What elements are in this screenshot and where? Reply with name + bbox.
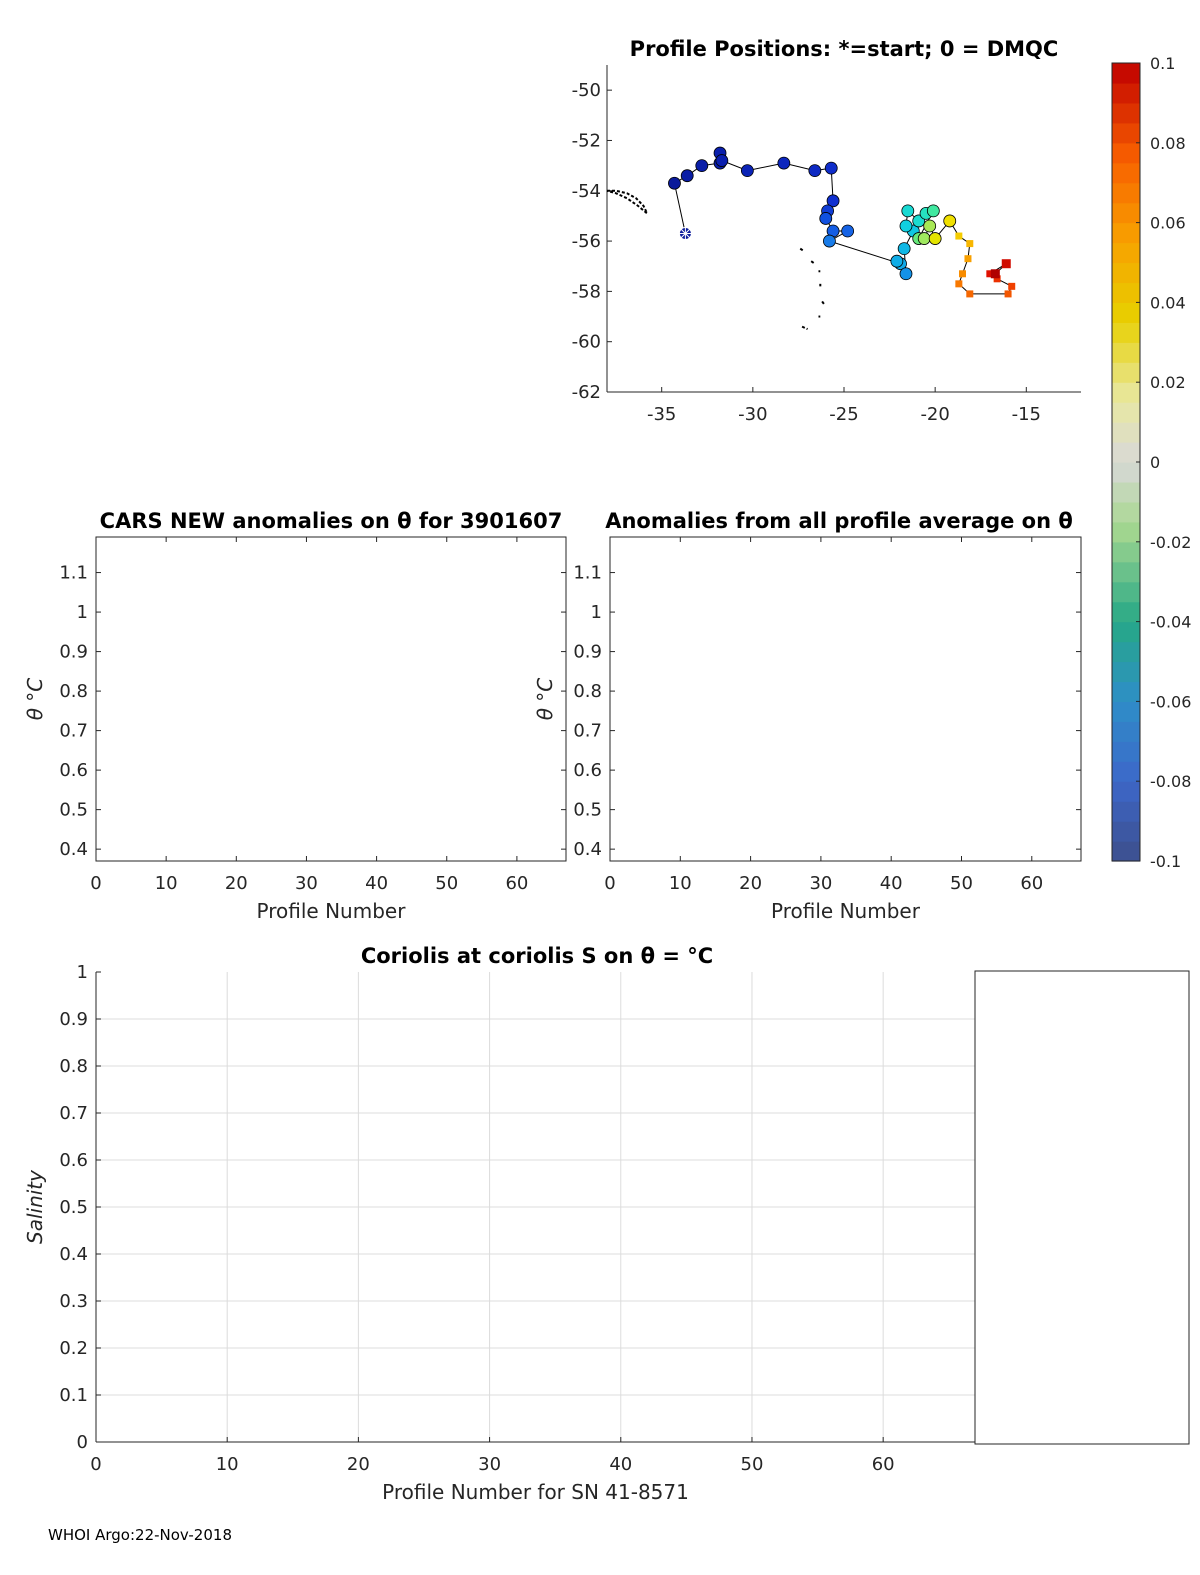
profile-position-marker xyxy=(825,162,837,174)
positions-x-tick-label: -15 xyxy=(1011,404,1042,425)
profile-position-marker xyxy=(823,235,835,247)
colorbar-band xyxy=(1112,342,1140,363)
colorbar-band xyxy=(1112,582,1140,603)
cars-anomalies-y-tick-label: 0.7 xyxy=(59,720,88,742)
colorbar-tick-label: 0.04 xyxy=(1150,293,1186,313)
profile-average-anomalies-y-tick-label: 1.1 xyxy=(573,562,602,584)
cars-anomalies-y-tick-label: 0.6 xyxy=(59,760,88,782)
profile-position-marker xyxy=(716,155,728,167)
colorbar-band xyxy=(1112,282,1140,303)
colorbar-band xyxy=(1112,83,1140,104)
positions-y-tick-label: -56 xyxy=(571,231,601,253)
profile-position-marker xyxy=(959,270,966,277)
footer-stamp: WHOI Argo:22-Nov-2018 xyxy=(48,1526,232,1544)
coriolis-y-tick-label: 0 xyxy=(76,1432,88,1453)
colorbar-band xyxy=(1112,642,1140,663)
cars-anomalies-x-tick-label: 60 xyxy=(505,873,529,894)
profile-position-marker xyxy=(1002,259,1011,268)
colorbar-band xyxy=(1112,841,1140,862)
profile-average-anomalies-x-tick-label: 60 xyxy=(1020,873,1044,894)
positions-y-tick-label: -54 xyxy=(571,180,601,202)
cars-anomalies-x-tick-label: 20 xyxy=(224,873,248,894)
profile-average-anomalies-y-tick-label: 0.7 xyxy=(573,720,602,742)
colorbar-band xyxy=(1112,681,1140,702)
colorbar-band xyxy=(1112,103,1140,124)
cars-anomalies-y-tick-label: 0.4 xyxy=(59,839,88,861)
colorbar-band xyxy=(1112,382,1140,403)
profile-position-marker xyxy=(681,170,693,182)
profile-position-marker xyxy=(696,160,708,172)
colorbar-band xyxy=(1112,203,1140,224)
positions-x-tick-label: -35 xyxy=(646,404,677,425)
colorbar-band xyxy=(1112,482,1140,503)
cars-anomalies-x-tick-label: 0 xyxy=(90,873,102,894)
profile-average-anomalies-x-tick-label: 0 xyxy=(604,873,616,894)
profile-position-marker xyxy=(927,205,939,217)
colorbar-band xyxy=(1112,741,1140,762)
colorbar-band xyxy=(1112,123,1140,144)
cars-anomalies-y-tick-label: 1 xyxy=(76,602,88,624)
profile-average-anomalies-x-tick-label: 40 xyxy=(879,873,903,894)
colorbar-band xyxy=(1112,721,1140,742)
profile-average-anomalies-y-tick-label: 0.4 xyxy=(573,839,602,861)
profile-position-marker xyxy=(820,212,832,224)
coriolis-x-tick-label: 0 xyxy=(90,1454,102,1475)
profile-average-anomalies-y-tick-label: 1 xyxy=(590,602,602,624)
profile-average-anomalies-plot-area xyxy=(610,537,1081,861)
coriolis-x-tick-label: 60 xyxy=(871,1454,895,1475)
coriolis-y-label: Salinity xyxy=(23,1170,47,1244)
profile-position-marker xyxy=(842,225,854,237)
colorbar-band xyxy=(1112,701,1140,722)
coriolis-x-tick-label: 10 xyxy=(215,1454,239,1475)
colorbar-tick-label: 0.1 xyxy=(1150,54,1176,73)
colorbar-band xyxy=(1112,821,1140,842)
coriolis-y-tick-label: 0.2 xyxy=(59,1338,88,1359)
colorbar-tick-label: -0.02 xyxy=(1150,532,1192,552)
profile-position-marker xyxy=(944,215,956,227)
coriolis-y-tick-label: 0.7 xyxy=(59,1103,88,1124)
profile-average-anomalies-x-tick-label: 50 xyxy=(950,873,973,894)
cars-anomalies-y-tick-label: 0.5 xyxy=(59,799,88,821)
profile-position-marker xyxy=(902,205,914,217)
coriolis-y-tick-label: 0.3 xyxy=(59,1291,88,1312)
coriolis-y-tick-label: 0.4 xyxy=(59,1244,88,1265)
positions-title: Profile Positions: *=start; 0 = DMQC xyxy=(629,37,1059,61)
colorbar-band xyxy=(1112,143,1140,164)
positions-x-tick-label: -20 xyxy=(920,404,950,425)
colorbar-band xyxy=(1112,801,1140,822)
cars-anomalies-x-tick-label: 30 xyxy=(294,873,318,894)
profile-position-marker xyxy=(966,290,973,297)
profile-position-marker xyxy=(891,255,903,267)
colorbar-tick-label: -0.08 xyxy=(1150,772,1192,792)
profile-average-anomalies-y-tick-label: 0.5 xyxy=(573,799,602,821)
positions-y-tick-label: -62 xyxy=(571,382,601,403)
cars-anomalies-x-tick-label: 50 xyxy=(435,873,459,894)
colorbar-tick-label: 0.02 xyxy=(1150,373,1186,393)
cars-anomalies-x-label: Profile Number xyxy=(256,899,406,923)
profile-average-anomalies-x-label: Profile Number xyxy=(771,899,920,923)
colorbar-band xyxy=(1112,781,1140,802)
profile-position-marker xyxy=(900,268,912,280)
profile-average-anomalies-y-label: θ °C xyxy=(533,677,557,721)
profile-position-marker xyxy=(966,240,973,247)
profile-average-anomalies-y-tick-label: 0.9 xyxy=(573,641,602,663)
coriolis-y-tick-label: 1 xyxy=(76,962,88,983)
colorbar-band xyxy=(1112,562,1140,583)
colorbar-band xyxy=(1112,183,1140,204)
colorbar-tick-label: -0.1 xyxy=(1150,852,1182,871)
colorbar-band xyxy=(1112,362,1140,383)
profile-position-marker xyxy=(778,157,790,169)
coriolis-x-tick-label: 50 xyxy=(740,1454,764,1475)
cars-anomalies-y-tick-label: 0.8 xyxy=(59,681,88,703)
coriolis-y-tick-label: 0.9 xyxy=(59,1009,88,1030)
cars-anomalies-x-tick-label: 40 xyxy=(365,873,389,894)
colorbar-band xyxy=(1112,761,1140,782)
positions-x-tick-label: -25 xyxy=(829,404,859,425)
coriolis-title: Coriolis at coriolis S on θ = °C xyxy=(360,944,714,968)
coriolis-x-tick-label: 40 xyxy=(609,1454,633,1475)
cars-anomalies-x-tick-label: 10 xyxy=(154,873,178,894)
positions-x-tick-label: -30 xyxy=(738,404,768,425)
profile-position-marker xyxy=(991,269,1000,278)
colorbar-band xyxy=(1112,302,1140,323)
colorbar-tick-label: 0.08 xyxy=(1150,133,1186,153)
profile-position-marker xyxy=(668,177,680,189)
positions-y-tick-label: -50 xyxy=(571,80,601,102)
colorbar-tick-label: 0.06 xyxy=(1150,213,1186,233)
profile-position-marker xyxy=(898,243,910,255)
profile-position-marker xyxy=(929,233,941,245)
cars-anomalies-y-label: θ °C xyxy=(23,677,47,721)
colorbar-band xyxy=(1112,542,1140,563)
cars-anomalies-y-tick-label: 0.9 xyxy=(59,641,88,663)
cars-anomalies-y-tick-label: 1.1 xyxy=(59,562,88,584)
profile-position-marker xyxy=(1008,283,1015,290)
profile-position-marker xyxy=(1005,290,1012,297)
profile-average-anomalies-x-tick-label: 10 xyxy=(668,873,692,894)
profile-position-marker xyxy=(809,165,821,177)
colorbar-band xyxy=(1112,602,1140,623)
colorbar-band xyxy=(1112,402,1140,423)
colorbar-band xyxy=(1112,243,1140,264)
colorbar-band xyxy=(1112,223,1140,244)
colorbar-tick-label: -0.06 xyxy=(1150,692,1192,712)
positions-y-tick-label: -60 xyxy=(571,331,601,353)
coriolis-x-tick-label: 30 xyxy=(478,1454,502,1475)
profile-position-marker xyxy=(741,165,753,177)
coriolis-legend-box xyxy=(975,971,1189,1444)
cars-anomalies-title: CARS NEW anomalies on θ for 3901607 xyxy=(99,509,563,533)
colorbar-band xyxy=(1112,442,1140,463)
profile-average-anomalies-title: Anomalies from all profile average on θ xyxy=(605,509,1073,533)
colorbar-band xyxy=(1112,422,1140,443)
colorbar-band xyxy=(1112,63,1140,84)
colorbar-band xyxy=(1112,622,1140,643)
profile-average-anomalies-y-tick-label: 0.8 xyxy=(573,681,602,703)
coriolis-y-tick-label: 0.5 xyxy=(59,1197,88,1218)
colorbar-band xyxy=(1112,522,1140,543)
coriolis-y-tick-label: 0.1 xyxy=(59,1385,88,1406)
profile-position-marker xyxy=(964,255,971,262)
coriolis-y-tick-label: 0.6 xyxy=(59,1150,88,1171)
colorbar-band xyxy=(1112,322,1140,343)
positions-y-tick-label: -58 xyxy=(571,281,601,303)
colorbar-tick-label: 0 xyxy=(1150,453,1161,472)
colorbar-tick-label: -0.04 xyxy=(1150,612,1192,632)
cars-anomalies-plot-area xyxy=(96,537,566,861)
profile-position-marker xyxy=(900,220,912,232)
profile-average-anomalies-y-tick-label: 0.6 xyxy=(573,760,602,782)
colorbar-band xyxy=(1112,662,1140,683)
profile-position-marker xyxy=(918,233,930,245)
colorbar-band xyxy=(1112,502,1140,523)
coriolis-x-label: Profile Number for SN 41-8571 xyxy=(382,1480,689,1504)
colorbar-band xyxy=(1112,263,1140,284)
positions-y-tick-label: -52 xyxy=(571,130,601,152)
colorbar-band xyxy=(1112,462,1140,483)
profile-position-marker xyxy=(955,233,962,240)
colorbar-band xyxy=(1112,163,1140,184)
profile-average-anomalies-x-tick-label: 20 xyxy=(739,873,763,894)
profile-position-marker xyxy=(924,220,936,232)
coriolis-y-tick-label: 0.8 xyxy=(59,1056,88,1077)
profile-position-marker xyxy=(955,280,962,287)
coriolis-x-tick-label: 20 xyxy=(346,1454,370,1475)
profile-average-anomalies-x-tick-label: 30 xyxy=(809,873,833,894)
